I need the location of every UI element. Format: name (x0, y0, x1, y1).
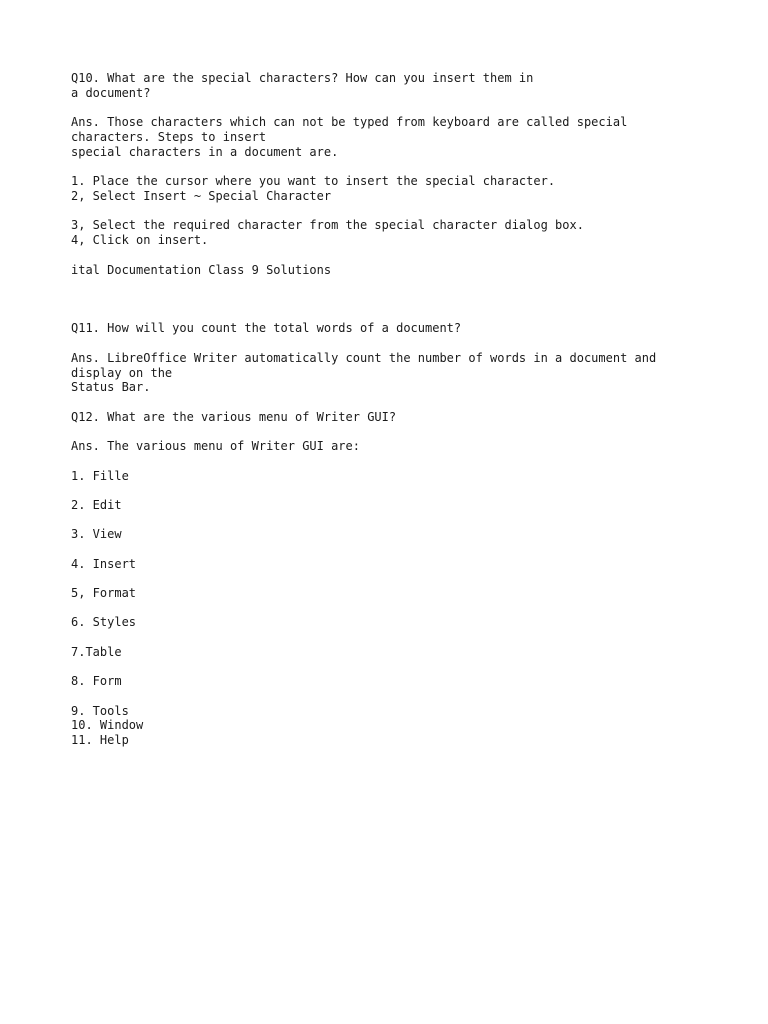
q10-question-line-2: a document? (71, 85, 151, 100)
menu-item-edit: 2. Edit (71, 497, 122, 512)
page-footer-text: ital Documentation Class 9 Solutions (71, 262, 332, 277)
q12-question: Q12. What are the various menu of Writer GUI? (71, 409, 397, 424)
menu-item-styles: 6. Styles (71, 615, 137, 630)
q12-answer: Ans. The various menu of Writer GUI are: (71, 439, 360, 454)
menu-item-form: 8. Form (71, 674, 122, 689)
q11-question: Q11. How will you count the total words of a document? (71, 321, 462, 336)
document-page (71, 71, 751, 748)
q10-step-2: 2, Select Insert ~ Special Character (71, 188, 332, 203)
q10-step-1: 1. Place the cursor where you want to insert the special character. (71, 174, 556, 189)
menu-item-insert: 4. Insert (71, 556, 137, 571)
q10-answer-line-1: Ans. Those characters which can not be typed from keyboard are called special (71, 115, 628, 130)
menu-item-format: 5, Format (71, 586, 137, 601)
menu-item-view: 3. View (71, 527, 122, 542)
q10-answer-line-2: characters. Steps to insert (71, 129, 267, 144)
q11-answer-line-3: Status Bar. (71, 380, 151, 395)
q10-step-4: 4, Click on insert. (71, 233, 209, 248)
q10-answer-line-3: special characters in a document are. (71, 144, 339, 159)
menu-item-window: 10. Window (71, 718, 144, 733)
q10-step-3: 3, Select the required character from the special character dialog box. (71, 218, 584, 233)
menu-item-tools: 9. Tools (71, 703, 129, 718)
menu-item-file: 1. Fille (71, 468, 129, 483)
menu-item-help: 11. Help (71, 733, 129, 748)
q11-answer-line-1: Ans. LibreOffice Writer automatically count the number of words in a document and (71, 350, 657, 365)
q10-question-line-1: Q10. What are the special characters? How can you insert them in (71, 71, 534, 85)
menu-item-table: 7.Table (71, 644, 122, 659)
q11-answer-line-2: display on the (71, 365, 173, 380)
